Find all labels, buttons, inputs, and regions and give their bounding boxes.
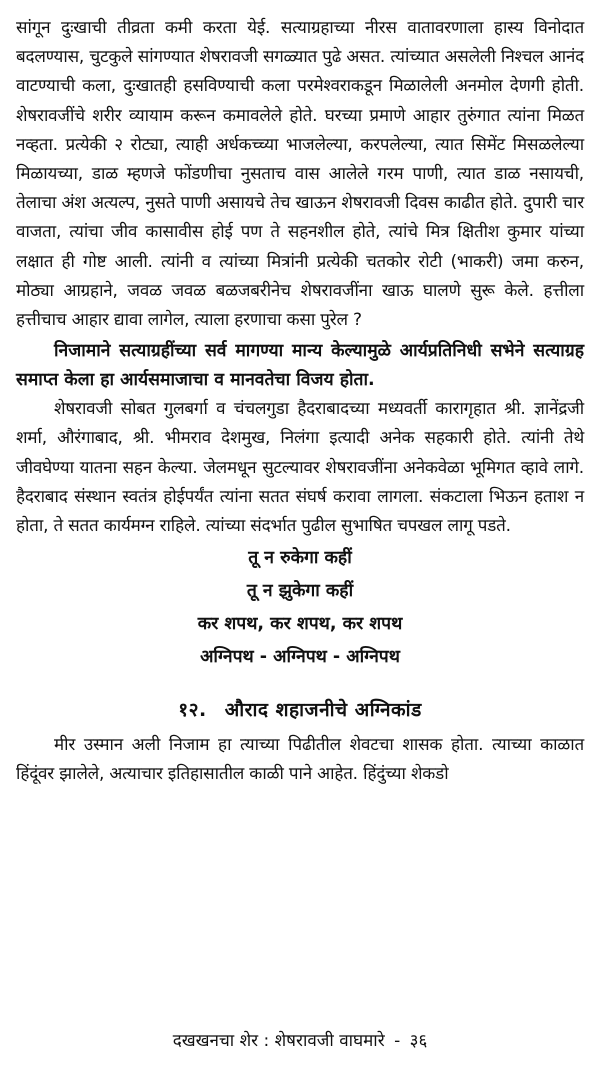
page-footer bbox=[0, 1028, 600, 1054]
chapter-heading bbox=[16, 693, 584, 727]
page-number: ३६ bbox=[409, 1031, 428, 1051]
footer-separator: - bbox=[394, 1031, 401, 1051]
paragraph-satyagraha-victory: निजामाने सत्याग्रहींच्या सर्व मागण्या मान्य केल्यामुळे आर्यप्रतिनिधी सभेने सत्याग्रह समाप्त केला हा आर्यसमाजाचा व मानवतेचा विजय होता. bbox=[16, 341, 584, 391]
paragraph-nizam: मीर उस्मान अली निजाम हा त्याच्या पिढीतील शेवटचा शासक होता. त्याच्या काळात हिंदूंवर झालेले, अत्याचार इतिहासातील काळी पाने आहेत. हिंदुंच्या शेकडो bbox=[16, 735, 584, 785]
verse-line-1: तू न रुकेगा कहीं bbox=[248, 548, 352, 569]
verse-line-2: तू न झुकेगा कहीं bbox=[246, 581, 354, 602]
chapter-title: औराद शहाजनीचे अग्निकांड bbox=[224, 699, 422, 722]
verse-line-4: अग्निपथ - अग्निपथ - अग्निपथ bbox=[200, 647, 400, 668]
verse-line-3: कर शपथ, कर शपथ, कर शपथ bbox=[197, 614, 403, 635]
footer-book-title: दखखनचा शेर : शेषरावजी वाघमारे bbox=[172, 1031, 385, 1051]
paragraph-prison-food: सांगून दुःखाची तीव्रता कमी करता येई. सत्याग्रहाच्या नीरस वातावरणाला हास्य विनोदात बदलण्यास, चुटकुले सांगण्यात शेषरावजी सगळ्यात पुढे असत. त्यांच्यात असलेली निश्चल आनंद वाटण्याची कला, दुःखातही हसविण्याची कला परमेश्वराकडून मिळालेली अनमोल देणगी होती. शेषरावजींचे शरीर व्यायाम करून कमावलेले होते. घरच्या प्रमाणे आहार तुरुंगात त्यांना मिळत नव्हता. प्रत्येकी २ रोट्या, त्याही अर्धकच्च्या भाजलेल्या, करपलेल्या, त्यात सिमेंट मिसळलेल्या मिळायच्या, डाळ म्हणजे फोंडणीचा नुसताच वास आलेले गरम पाणी, त्यात डाळ नसायची, तेलाचा अंश अत्यल्प, नुसते पाणी असायचे तेच खाऊन शेषरावजी दिवस काढीत होते. दुपारी चार वाजता, त्यांचा जीव कासावीस होई पण ते सहनशील होते, त्यांचे मित्र क्षितीश कुमार यांच्या लक्षात ही गोष्ट आली. त्यांनी व त्यांच्या मित्रांनी प्रत्येकी चतकोर रोटी (भाकरी) जमा करुन, मोठ्या आग्रहाने, जवळ जवळ बळजबरीनेच शेषरावजींना खाऊ घालणे सुरू केले. हत्तीला हत्तीचाच आहार द्यावा लागेल, त्याला हरणाचा कसा पुरेल ? bbox=[16, 18, 584, 331]
paragraph-companions: शेषरावजी सोबत गुलबर्गा व चंचलगुडा हैदराबादच्या मध्यवर्ती कारागृहात श्री. ज्ञानेंद्रजी शर्मा, औरंगाबाद, श्री. भीमराव देशमुख, निलंगा इत्यादी अनेक सहकारी होते. त्यांनी तेथे जीवघेण्या यातना सहन केल्या. जेलमधून सुटल्यावर शेषरावजींना अनेकवेळा भूमिगत व्हावे लागे. हैदराबाद संस्थान स्वतंत्र होईपर्यंत त्यांना सतत संघर्ष करावा लागला. संकटाला भिऊन हताश न होता, ते सतत कार्यमग्न राहिले. त्यांच्या संदर्भात पुढील सुभाषित चपखल लागू पडते. bbox=[16, 399, 584, 537]
chapter-number: १२. bbox=[178, 699, 207, 722]
verse-block bbox=[16, 543, 584, 673]
